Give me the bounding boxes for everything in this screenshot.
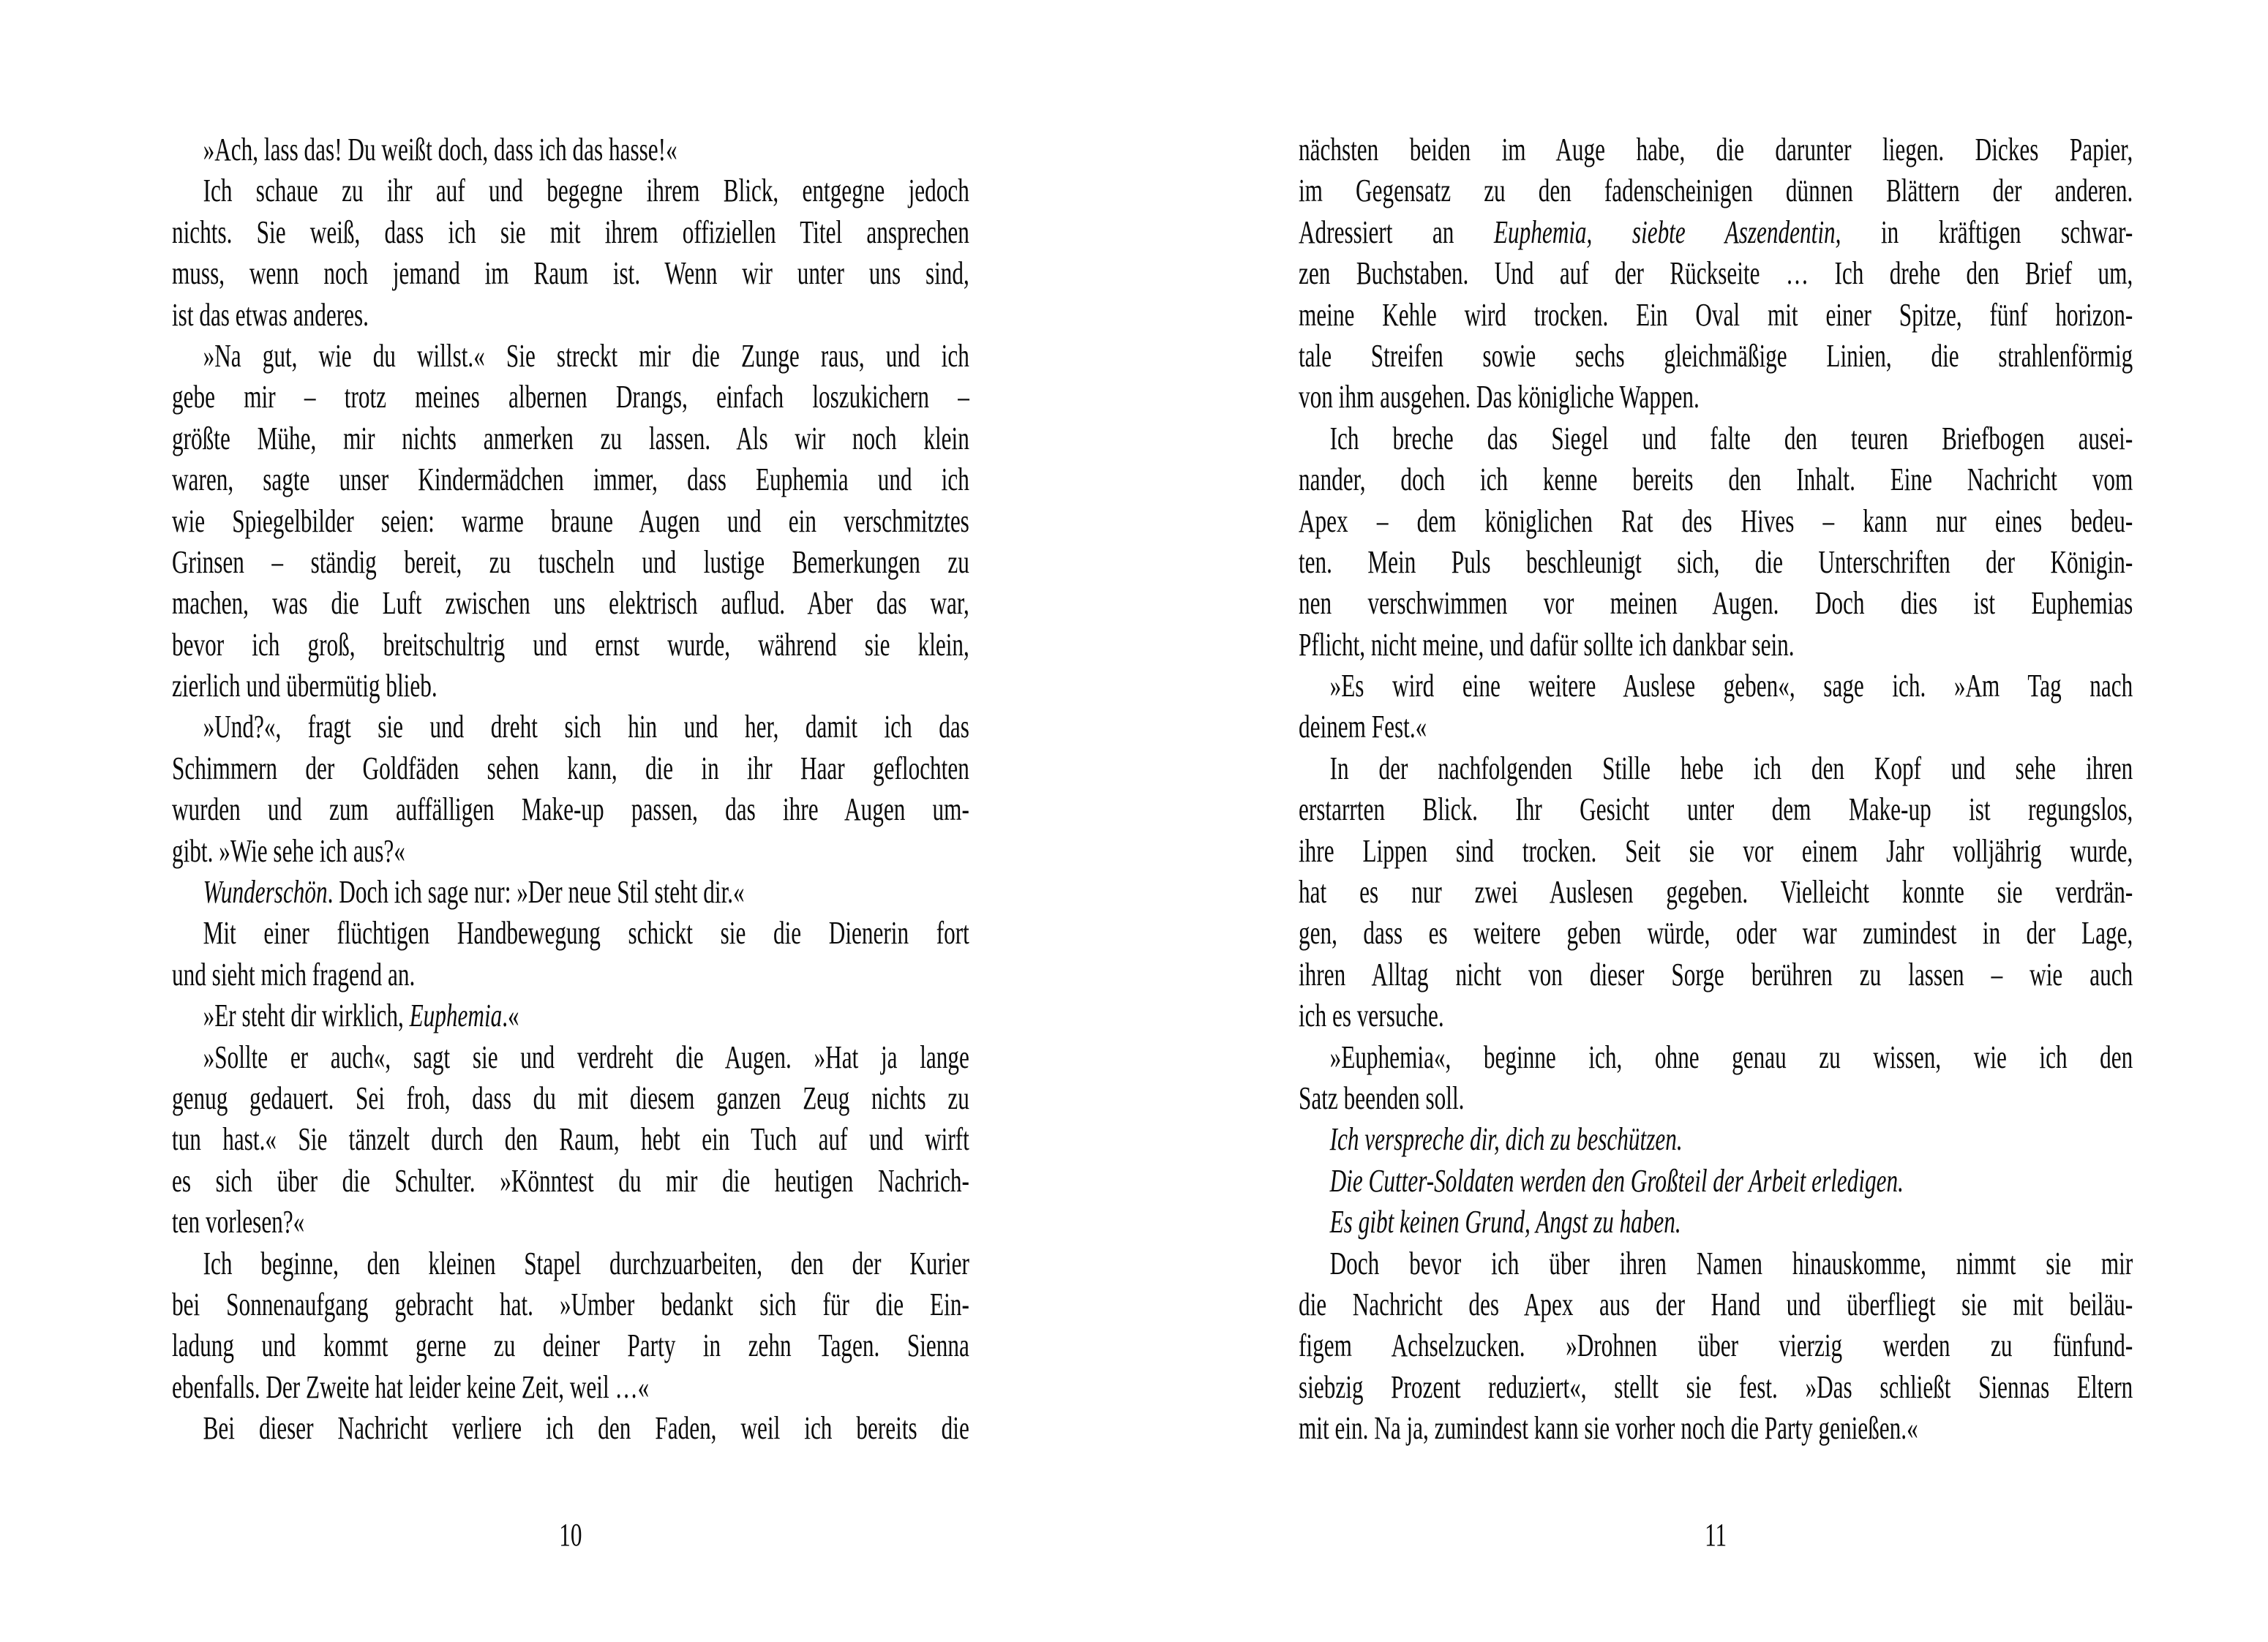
text-segment: ist das etwas anderes.: [172, 296, 369, 333]
text-line: [1299, 831, 2133, 872]
text-segment: nen verschwimmen vor meinen Augen. Doch dies ist Euphemias: [1299, 585, 2133, 622]
text-line: [1299, 542, 2133, 583]
text-line: [1299, 1078, 2133, 1119]
text-line: [1299, 418, 2133, 459]
text-segment: . Doch ich sage nur: »Der neue Stil steht dir.«: [327, 874, 745, 911]
text-line: [1299, 129, 2133, 170]
text-segment: siebzig Prozent reduziert«, stellt sie fest. »Das schließt Siennas Eltern: [1299, 1368, 2133, 1405]
italic-text-segment: Ich verspreche dir, dich zu beschützen.: [1329, 1121, 1683, 1158]
right-page-text-column: [1299, 129, 2133, 1450]
text-line: [1299, 666, 2133, 707]
text-line: [172, 583, 969, 624]
italic-text-segment: Euphemia, siebte Aszendentin,: [1493, 214, 1841, 250]
left-page-text-column: [172, 129, 969, 1450]
italic-text-segment: Euphemia: [409, 998, 503, 1034]
text-segment: mit ein. Na ja, zumindest kann sie vorher noch die Party genießen.«: [1299, 1410, 1918, 1447]
page-number-left: 10: [559, 1517, 582, 1553]
text-segment: tun hast.« Sie tänzelt durch den Raum, hebt ein Tuch auf und wirft: [172, 1121, 969, 1158]
text-line: [1299, 913, 2133, 954]
text-line: [172, 954, 969, 995]
text-line: [1299, 253, 2133, 294]
text-line: [1299, 212, 2133, 253]
text-line: [1299, 459, 2133, 500]
text-segment: »Ach, lass das! Du weißt doch, dass ich das hasse!«: [203, 132, 677, 167]
text-line: [172, 1078, 969, 1119]
text-segment: ten. Mein Puls beschleunigt sich, die Unterschriften der Königin-: [1299, 543, 2133, 580]
text-line: [172, 831, 969, 872]
text-line: [172, 666, 969, 707]
text-segment: gebe mir – trotz meines albernen Drangs, einfach loszukichern –: [172, 379, 969, 415]
text-line: [1299, 995, 2133, 1036]
text-segment: Mit einer flüchtigen Handbewegung schickt sie die Dienerin fort: [203, 915, 969, 952]
text-line: [172, 995, 969, 1036]
text-line: [172, 1119, 969, 1160]
text-line: [172, 1367, 969, 1408]
text-segment: und sieht mich fragend an.: [172, 956, 416, 993]
text-line: [172, 170, 969, 211]
text-segment: erstarrten Blick. Ihr Gesicht unter dem Make-up ist regungslos,: [1299, 791, 2133, 828]
text-segment: »Sollte er auch«, sagt sie und verdreht die Augen. »Hat ja lange: [203, 1039, 969, 1075]
text-segment: ebenfalls. Der Zweite hat leider keine Zeit, weil …«: [172, 1368, 650, 1405]
text-segment: Doch bevor ich über ihren Namen hinauskomme, nimmt sie mir: [1329, 1245, 2133, 1281]
text-segment: Ich breche das Siegel und falte den teuren Briefbogen ausei-: [1329, 420, 2133, 456]
text-segment: Apex – dem königlichen Rat des Hives – kann nur eines bedeu-: [1299, 502, 2133, 539]
text-segment: bevor ich groß, breitschultrig und ernst wurde, während sie klein,: [172, 626, 969, 663]
text-segment: zen Buchstaben. Und auf der Rückseite … Ich drehe den Brief um,: [1299, 255, 2133, 292]
text-line: [172, 377, 969, 418]
text-line: [172, 913, 969, 954]
text-segment: Grinsen – ständig bereit, zu tuscheln und lustige Bemerkungen zu: [172, 543, 969, 580]
text-segment: muss, wenn noch jemand im Raum ist. Wenn wir unter uns sind,: [172, 255, 969, 292]
text-line: [172, 1037, 969, 1078]
text-segment: wurden und zum auffälligen Make-up passen, das ihre Augen um-: [172, 791, 969, 828]
text-line: [1299, 501, 2133, 542]
text-line: [1299, 1202, 2133, 1243]
text-segment: Ich beginne, den kleinen Stapel durchzuarbeiten, den der Kurier: [203, 1245, 969, 1281]
text-line: [172, 1161, 969, 1202]
text-segment: ihren Alltag nicht von dieser Sorge berühren zu lassen – wie auch: [1299, 956, 2133, 993]
text-line: [172, 1408, 969, 1449]
text-line: [1299, 377, 2133, 418]
text-segment: Pflicht, nicht meine, und dafür sollte ich dankbar sein.: [1299, 626, 1795, 663]
text-segment: ladung und kommt gerne zu deiner Party in zehn Tagen. Sienna: [172, 1327, 969, 1364]
text-segment: ten vorlesen?«: [172, 1204, 305, 1240]
text-segment: größte Mühe, mir nichts anmerken zu lassen. Als wir noch klein: [172, 420, 969, 456]
text-segment: tale Streifen sowie sechs gleichmäßige Linien, die strahlenförmig: [1299, 337, 2133, 374]
text-segment: In der nachfolgenden Stille hebe ich den Kopf und sehe ihren: [1329, 750, 2133, 786]
text-segment: hat es nur zwei Auslesen gegeben. Vielleicht konnte sie verdrän-: [1299, 874, 2133, 911]
text-line: [1299, 170, 2133, 211]
text-line: [172, 1325, 969, 1366]
text-segment: Bei dieser Nachricht verliere ich den Faden, weil ich bereits die: [203, 1410, 969, 1447]
text-line: [172, 625, 969, 666]
text-line: [1299, 336, 2133, 377]
text-line: [172, 129, 969, 170]
text-line: [1299, 625, 2133, 666]
text-line: [172, 1202, 969, 1243]
italic-text-segment: Die Cutter-Soldaten werden den Großteil der Arbeit erledigen.: [1329, 1162, 1904, 1199]
text-segment: gen, dass es weitere geben würde, oder war zumindest in der Lage,: [1299, 915, 2133, 952]
text-segment: meine Kehle wird trocken. Ein Oval mit einer Spitze, fünf horizon-: [1299, 296, 2133, 333]
text-segment: »Er steht dir wirklich,: [203, 998, 410, 1034]
text-line: [1299, 789, 2133, 830]
text-line: [1299, 748, 2133, 789]
text-line: [1299, 1284, 2133, 1325]
text-segment: im Gegensatz zu den fadenscheinigen dünnen Blättern der anderen.: [1299, 173, 2133, 209]
text-line: [1299, 872, 2133, 913]
text-segment: in kräftigen schwar-: [1841, 214, 2133, 250]
text-line: [1299, 295, 2133, 336]
text-line: [172, 295, 969, 336]
text-line: [1299, 1119, 2133, 1160]
text-line: [1299, 1161, 2133, 1202]
text-line: [172, 748, 969, 789]
text-segment: »Na gut, wie du willst.« Sie streckt mir die Zunge raus, und ich: [203, 337, 969, 374]
text-segment: waren, sagte unser Kindermädchen immer, dass Euphemia und ich: [172, 462, 969, 498]
text-line: [172, 1243, 969, 1284]
italic-text-segment: Wunderschön: [203, 874, 328, 911]
text-segment: »Und?«, fragt sie und dreht sich hin und her, damit ich das: [203, 709, 969, 745]
text-line: [1299, 1037, 2133, 1078]
text-line: [172, 789, 969, 830]
text-segment: nander, doch ich kenne bereits den Inhalt. Eine Nachricht vom: [1299, 462, 2133, 498]
page-number-right: 11: [1705, 1517, 1727, 1553]
text-segment: Adressiert an: [1299, 214, 1494, 250]
text-line: [172, 542, 969, 583]
text-segment: Ich schaue zu ihr auf und begegne ihrem Blick, entgegne jedoch: [203, 173, 969, 209]
text-segment: gibt. »Wie sehe ich aus?«: [172, 832, 405, 869]
text-line: [172, 501, 969, 542]
text-segment: bei Sonnenaufgang gebracht hat. »Umber bedankt sich für die Ein-: [172, 1286, 969, 1322]
text-line: [172, 707, 969, 747]
text-segment: nichts. Sie weiß, dass ich sie mit ihrem offiziellen Titel ansprechen: [172, 214, 969, 250]
text-segment: wie Spiegelbilder seien: warme braune Augen und ein verschmitztes: [172, 502, 969, 539]
text-segment: genug gedauert. Sei froh, dass du mit diesem ganzen Zeug nichts zu: [172, 1080, 969, 1116]
text-segment: ihre Lippen sind trocken. Seit sie vor einem Jahr volljährig wurde,: [1299, 832, 2133, 869]
text-line: [172, 459, 969, 500]
text-segment: zierlich und übermütig blieb.: [172, 668, 438, 704]
text-segment: Satz beenden soll.: [1299, 1080, 1465, 1116]
text-segment: von ihm ausgehen. Das königliche Wappen.: [1299, 379, 1700, 415]
text-line: [1299, 1243, 2133, 1284]
italic-text-segment: Es gibt keinen Grund, Angst zu haben.: [1329, 1204, 1681, 1240]
text-segment: .«: [502, 998, 519, 1034]
text-segment: ich es versuche.: [1299, 998, 1444, 1034]
text-line: [172, 253, 969, 294]
text-line: [172, 212, 969, 253]
text-segment: figem Achselzucken. »Drohnen über vierzig werden zu fünfund-: [1299, 1327, 2133, 1364]
text-segment: »Euphemia«, beginne ich, ohne genau zu wissen, wie ich den: [1329, 1039, 2133, 1075]
text-line: [172, 872, 969, 913]
text-line: [1299, 954, 2133, 995]
text-line: [1299, 1408, 2133, 1449]
text-line: [1299, 583, 2133, 624]
text-line: [172, 1284, 969, 1325]
text-segment: machen, was die Luft zwischen uns elektrisch auflud. Aber das war,: [172, 585, 969, 622]
text-line: [1299, 1325, 2133, 1366]
text-segment: deinem Fest.«: [1299, 709, 1427, 745]
text-segment: nächsten beiden im Auge habe, die darunter liegen. Dickes Papier,: [1299, 132, 2133, 167]
text-segment: »Es wird eine weitere Auslese geben«, sage ich. »Am Tag nach: [1329, 668, 2133, 704]
text-segment: Schimmern der Goldfäden sehen kann, die in ihr Haar geflochten: [172, 750, 969, 786]
text-line: [1299, 1367, 2133, 1408]
text-segment: die Nachricht des Apex aus der Hand und überfliegt sie mit beiläu-: [1299, 1286, 2133, 1322]
text-line: [1299, 707, 2133, 747]
text-line: [172, 418, 969, 459]
text-segment: es sich über die Schulter. »Könntest du mir die heutigen Nachrich-: [172, 1162, 969, 1199]
text-line: [172, 336, 969, 377]
